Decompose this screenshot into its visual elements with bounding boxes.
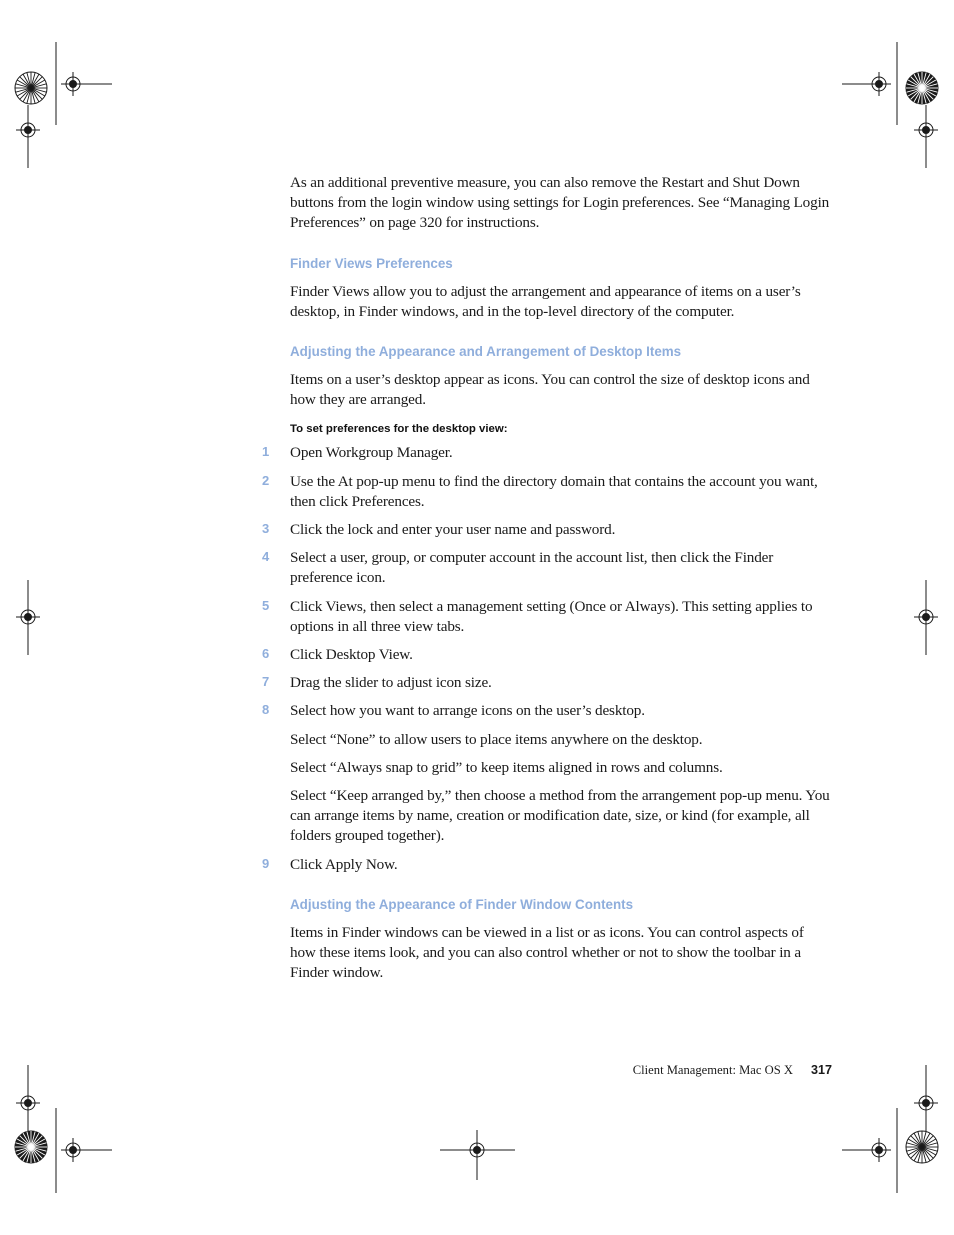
page-number: 317 xyxy=(810,1063,832,1077)
procedure-title: To set preferences for the desktop view: xyxy=(290,423,508,436)
finder-window-heading: Adjusting the Appearance of Finder Window Contents xyxy=(290,896,634,912)
step-text: Use the At pop-up menu to find the directory domain that contains the account you want, then click Preferences. xyxy=(290,472,818,510)
finder-window-paragraph: Items in Finder windows can be viewed in a list or as icons. You can control aspects of how these items look, and you can also control whether or not to show the toolbar in a Finder window. xyxy=(290,923,804,982)
step-subtext: Select “Keep arranged by,” then choose a method from the arrangement pop-up menu. You can arrange items by name, creation or modification date, size, or kind (for example, all folders grouped together). xyxy=(290,787,830,845)
list-item xyxy=(262,645,835,665)
step-text: Click Apply Now. xyxy=(290,855,398,873)
steps-list xyxy=(262,443,835,874)
page-content xyxy=(262,173,835,983)
intro-paragraph: As an additional preventive measure, you can also remove the Restart and Shut Down buttons from the login window using settings for Login preferences. See “Managing Login Preferences” on page 320 for instructions. xyxy=(290,174,830,232)
page-footer xyxy=(633,1063,832,1078)
list-item xyxy=(262,520,835,540)
step-number: 2 xyxy=(262,472,270,488)
step-text: Drag the slider to adjust icon size. xyxy=(290,674,492,692)
step-number: 1 xyxy=(262,444,270,460)
list-item xyxy=(262,855,835,875)
step-text: Select how you want to arrange icons on the user’s desktop. xyxy=(290,702,645,720)
list-item xyxy=(262,597,835,637)
step-number: 3 xyxy=(262,521,270,537)
step-subtext: Select “Always snap to grid” to keep items aligned in rows and columns. xyxy=(290,758,723,776)
step-text: Select a user, group, or computer account in the account list, then click the Finder preference icon. xyxy=(290,549,774,587)
step-number: 4 xyxy=(262,549,270,565)
step-text: Click Views, then select a management setting (Once or Always). This setting applies to options in all three view tabs. xyxy=(290,597,813,635)
step-text: Open Workgroup Manager. xyxy=(290,444,453,462)
desktop-items-heading: Adjusting the Appearance and Arrangement of Desktop Items xyxy=(290,344,682,360)
step-subtext: Select “None” to allow users to place items anywhere on the desktop. xyxy=(290,730,703,748)
step-text: Click Desktop View. xyxy=(290,646,413,664)
list-item xyxy=(262,472,835,512)
list-item xyxy=(262,701,835,846)
step-text: Click the lock and enter your user name and password. xyxy=(290,521,616,539)
step-number: 8 xyxy=(262,702,270,718)
list-item xyxy=(262,673,835,693)
step-number: 7 xyxy=(262,674,270,690)
step-number: 6 xyxy=(262,646,270,662)
list-item xyxy=(262,548,835,588)
step-number: 5 xyxy=(262,597,270,613)
finder-views-heading: Finder Views Preferences xyxy=(290,255,453,271)
finder-views-paragraph: Finder Views allow you to adjust the arrangement and appearance of items on a user’s desktop, in Finder windows, and in the top-level directory of the computer. xyxy=(290,282,801,320)
list-item xyxy=(262,443,835,463)
desktop-items-paragraph: Items on a user’s desktop appear as icons. You can control the size of desktop icons and how they are arranged. xyxy=(290,371,810,409)
footer-chapter-title: Client Management: Mac OS X xyxy=(632,1063,793,1077)
step-number: 9 xyxy=(262,855,270,871)
